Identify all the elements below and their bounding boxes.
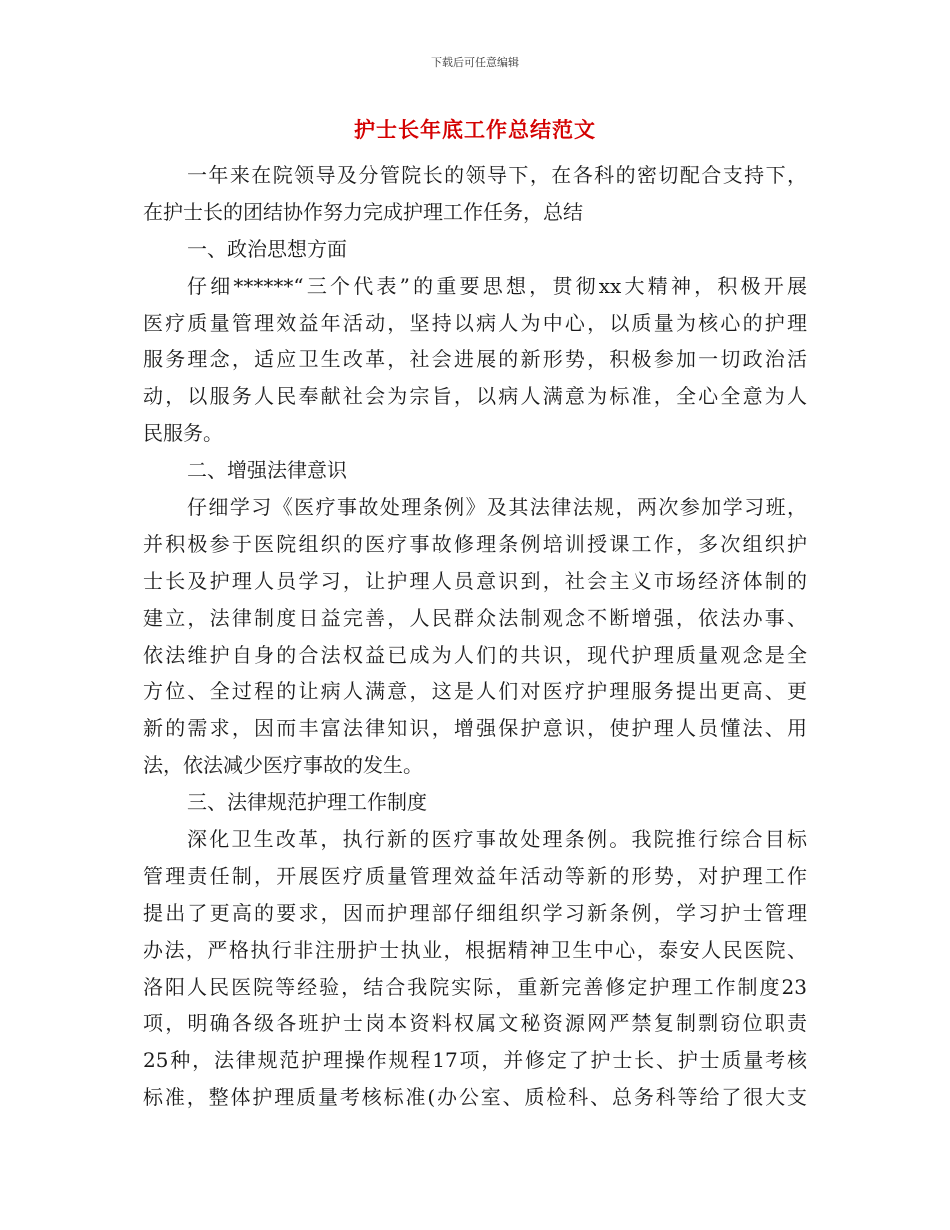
text-line: 并积极参于医院组织的医疗事故修理条例培训授课工作，多次组织护 — [143, 531, 807, 556]
text-line: 仔细学习《医疗事故处理条例》及其法律法规，两次参加学习班， — [187, 495, 807, 520]
document-body — [143, 157, 807, 1116]
document-title: 护士长年底工作总结范文 — [354, 118, 596, 142]
text-line: 服务理念，适应卫生改革，社会进展的新形势，积极参加一切政治活 — [143, 347, 807, 372]
text-line: 依法维护自身的合法权益已成为人们的共识，现代护理质量观念是全 — [143, 642, 807, 667]
text-line: 25种，法律规范护理操作规程17项，并修定了护士长、护士质量考核 — [143, 1048, 807, 1073]
header-note: 下载后可任意编辑 — [431, 56, 519, 69]
text-line: 标准，整体护理质量考核标准(办公室、质检科、总务科等给了很大支 — [143, 1085, 807, 1110]
text-line: 新的需求，因而丰富法律知识，增强保护意识，使护理人员懂法、用 — [143, 716, 807, 741]
text-line: 一、政治思想方面 — [187, 236, 347, 261]
text-line: 仔细******“三个代表”的重要思想，贯彻xx大精神，积极开展 — [187, 273, 807, 298]
text-line: 医疗质量管理效益年活动，坚持以病人为中心，以质量为核心的护理 — [143, 310, 807, 335]
text-line: 建立，法律制度日益完善，人民群众法制观念不断增强，依法办事、 — [143, 605, 807, 630]
text-line: 管理责任制，开展医疗质量管理效益年活动等新的形势，对护理工作 — [143, 863, 807, 888]
text-line: 士长及护理人员学习，让护理人员意识到，社会主义市场经济体制的 — [143, 568, 807, 593]
text-line: 在护士长的团结协作努力完成护理工作任务，总结 — [143, 199, 583, 224]
text-line: 洛阳人民医院等经验，结合我院实际，重新完善修定护理工作制度23 — [143, 974, 807, 999]
text-line: 二、增强法律意识 — [187, 458, 347, 483]
text-line: 办法，严格执行非注册护士执业，根据精神卫生中心，泰安人民医院、 — [143, 937, 807, 962]
text-line: 提出了更高的要求，因而护理部仔细组织学习新条例，学习护士管理 — [143, 900, 807, 925]
text-line: 方位、全过程的让病人满意，这是人们对医疗护理服务提出更高、更 — [143, 679, 807, 704]
text-line: 民服务。 — [143, 421, 223, 446]
text-line: 法，依法减少医疗事故的发生。 — [143, 753, 423, 778]
text-line: 三、法律规范护理工作制度 — [187, 790, 427, 815]
text-line: 项，明确各级各班护士岗本资料权属文秘资源网严禁复制剽窃位职责 — [143, 1011, 807, 1036]
text-line: 动，以服务人民奉献社会为宗旨，以病人满意为标准，全心全意为人 — [143, 384, 807, 409]
text-line: 深化卫生改革，执行新的医疗事故处理条例。我院推行综合目标 — [187, 827, 807, 852]
text-line: 一年来在院领导及分管院长的领导下，在各科的密切配合支持下， — [187, 163, 807, 187]
